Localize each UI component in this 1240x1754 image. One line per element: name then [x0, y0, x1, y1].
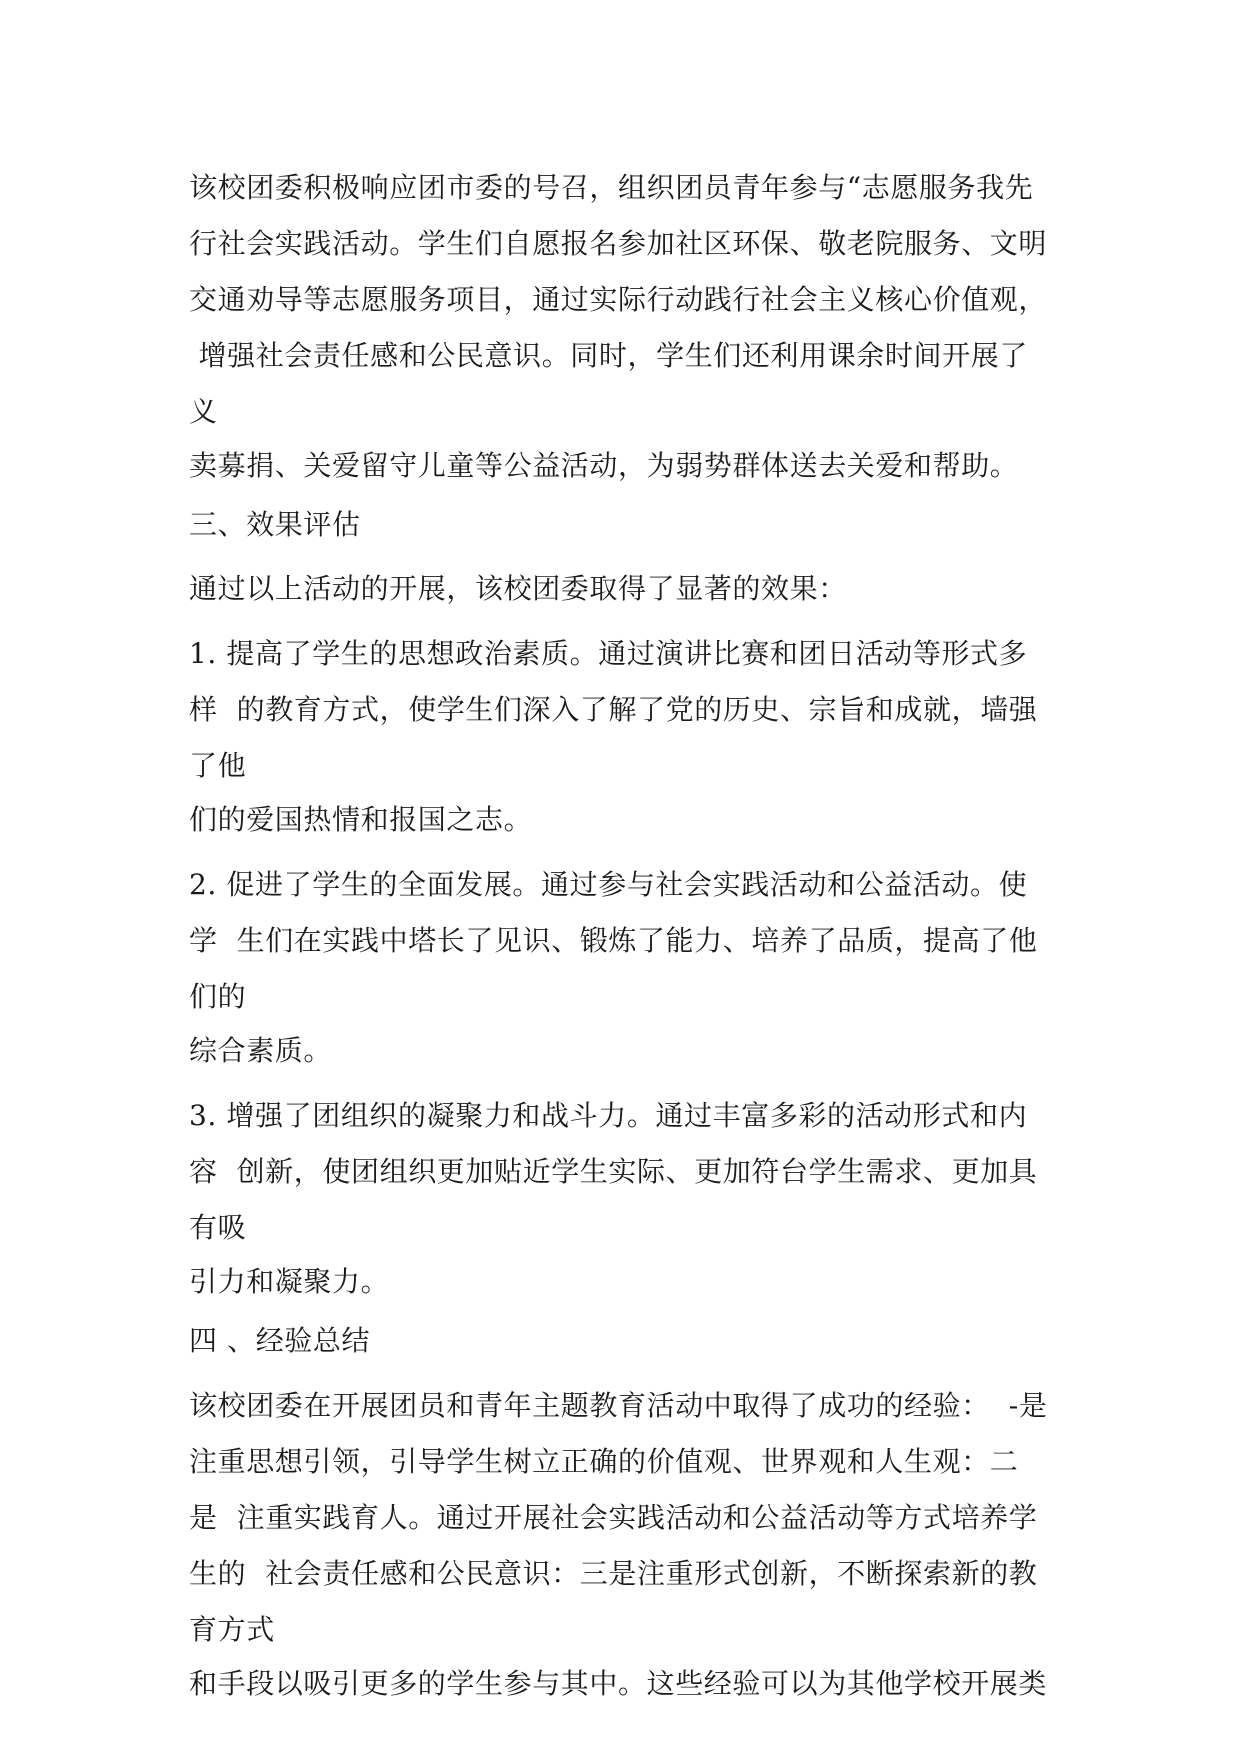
text-line: 交通劝导等志愿服务项目，通过实际行动践行社会主义核心价值观，: [189, 283, 1048, 316]
text-line: 义: [189, 395, 218, 428]
text-line: 注重思想引领，引导学生树立正确的价值观、世界观和人生观：二: [189, 1445, 1019, 1478]
text-line: 们的爱国热情和报国之志。: [189, 803, 533, 836]
text-line: 增强社会责任感和公民意识。同时，学生们还利用课余时间开展了: [189, 339, 1028, 372]
text-line: 3. 增强了团组织的凝聚力和战斗力。通过丰富多彩的活动形式和内: [189, 1099, 1028, 1132]
text-line: 学 生们在实践中塔长了见识、锻炼了能力、培养了品质，提高了他: [189, 924, 1038, 957]
text-line: 1. 提高了学生的思想政治素质。通过演讲比赛和团日活动等形式多: [189, 637, 1028, 670]
text-line: 该校团委积极响应团市委的号召，组织团员青年参与“志愿服务我先: [189, 171, 1034, 204]
text-line: 综合素质。: [189, 1034, 333, 1067]
text-line: 通过以上活动的开展，该校团委取得了显著的效果：: [189, 572, 847, 605]
text-line: 该校团委在开展团员和青年主题教育活动中取得了成功的经验： -是: [189, 1389, 1048, 1422]
text-line: 卖募捐、关爱留守儿童等公益活动，为弱势群体送去关爱和帮助。: [189, 449, 1019, 482]
section-heading: 四 、经验总结: [189, 1324, 371, 1357]
section-heading: 三、效果评估: [189, 508, 361, 541]
text-line: 们的: [189, 980, 247, 1013]
text-line: 了他: [189, 749, 247, 782]
text-line: 育方式: [189, 1613, 275, 1646]
text-line: 是 注重实践育人。通过开展社会实践活动和公益活动等方式培养学: [189, 1501, 1038, 1534]
text-line: 引力和凝聚力。: [189, 1265, 390, 1298]
text-line: 有吸: [189, 1211, 247, 1244]
text-line: 行社会实践活动。学生们自愿报名参加社区环保、敬老院服务、文明: [189, 227, 1048, 260]
text-line: 2. 促进了学生的全面发展。通过参与社会实践活动和公益活动。使: [189, 868, 1028, 901]
text-line: 样 的教育方式，使学生们深入了解了党的历史、宗旨和成就，墙强: [189, 693, 1038, 726]
text-line: 生的 社会责任感和公民意识：三是注重形式创新，不断探索新的教: [189, 1557, 1038, 1590]
text-line: 和手段以吸引更多的学生参与其中。这些经验可以为其他学校开展类: [189, 1667, 1048, 1700]
text-line: 容 创新，使团组织更加贴近学生实际、更加符台学生需求、更加具: [189, 1155, 1038, 1188]
